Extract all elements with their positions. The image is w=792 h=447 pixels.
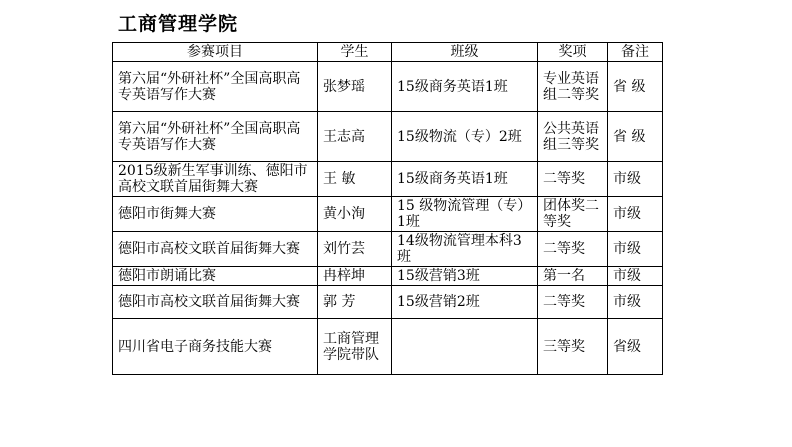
- cell-award: 二等奖: [538, 162, 608, 197]
- table-row: [113, 62, 663, 112]
- table-row: [113, 162, 663, 197]
- page-title: 工商管理学院: [118, 13, 239, 35]
- cell-class: 15级商务英语1班: [392, 162, 538, 197]
- cell-class: 15级物流（专）2班: [392, 112, 538, 162]
- cell-note: 市级: [608, 162, 663, 197]
- cell-class: 15级营销2班: [392, 286, 538, 319]
- table-header-row: [113, 43, 663, 62]
- cell-competition: 德阳市高校文联首届街舞大赛: [113, 286, 318, 319]
- table-row: [113, 319, 663, 375]
- column-header-class: 班级: [392, 43, 538, 62]
- column-header-competition: 参赛项目: [113, 43, 318, 62]
- cell-note: 市级: [608, 232, 663, 267]
- cell-award: 三等奖: [538, 319, 608, 375]
- cell-class: 15级营销3班: [392, 267, 538, 286]
- column-header-award: 奖项: [538, 43, 608, 62]
- column-header-student: 学生: [318, 43, 392, 62]
- cell-note: 市级: [608, 197, 663, 232]
- cell-note: 省 级: [608, 62, 663, 112]
- table-row: [113, 112, 663, 162]
- cell-competition: 德阳市街舞大赛: [113, 197, 318, 232]
- cell-award: 第一名: [538, 267, 608, 286]
- cell-student: 王志高: [318, 112, 392, 162]
- cell-award: 专业英语组二等奖: [538, 62, 608, 112]
- cell-class: 15级商务英语1班: [392, 62, 538, 112]
- cell-award: 公共英语组三等奖: [538, 112, 608, 162]
- awards-table: [112, 42, 663, 375]
- table-row: [113, 197, 663, 232]
- cell-competition: 第六届“外研社杯”全国高职高专英语写作大赛: [113, 62, 318, 112]
- cell-award: 二等奖: [538, 232, 608, 267]
- table-row: [113, 267, 663, 286]
- cell-student: 郭 芳: [318, 286, 392, 319]
- cell-competition: 第六届“外研社杯”全国高职高专英语写作大赛: [113, 112, 318, 162]
- cell-student: 张梦瑶: [318, 62, 392, 112]
- cell-class: 15 级物流管理（专）1班: [392, 197, 538, 232]
- table-row: [113, 286, 663, 319]
- cell-competition: 四川省电子商务技能大赛: [113, 319, 318, 375]
- cell-award: 团体奖二等奖: [538, 197, 608, 232]
- cell-note: 市级: [608, 286, 663, 319]
- cell-competition: 德阳市高校文联首届街舞大赛: [113, 232, 318, 267]
- cell-student: 刘竹芸: [318, 232, 392, 267]
- cell-competition: 德阳市朗诵比赛: [113, 267, 318, 286]
- cell-student: 冉梓坤: [318, 267, 392, 286]
- cell-student: 黄小洵: [318, 197, 392, 232]
- cell-student: 工商管理学院带队: [318, 319, 392, 375]
- cell-student: 王 敏: [318, 162, 392, 197]
- column-header-note: 备注: [608, 43, 663, 62]
- table-row: [113, 232, 663, 267]
- cell-note: 省 级: [608, 112, 663, 162]
- cell-competition: 2015级新生军事训练、德阳市高校文联首届街舞大赛: [113, 162, 318, 197]
- cell-class: [392, 319, 538, 375]
- cell-note: 省级: [608, 319, 663, 375]
- cell-award: 二等奖: [538, 286, 608, 319]
- cell-class: 14级物流管理本科3班: [392, 232, 538, 267]
- cell-note: 市级: [608, 267, 663, 286]
